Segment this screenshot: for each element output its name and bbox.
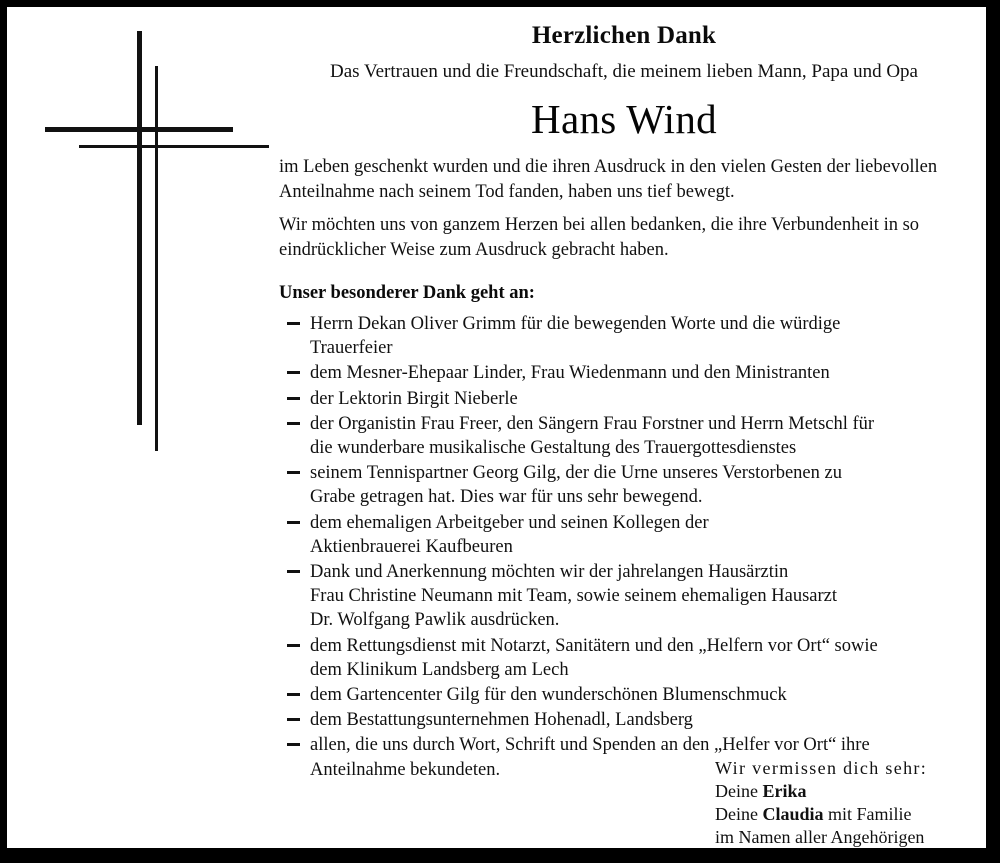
signature-suffix: mit Familie — [823, 804, 912, 824]
list-item — [279, 312, 969, 360]
memorial-text-column — [279, 21, 969, 783]
memorial-card — [7, 7, 986, 848]
page-title: Herzlichen Dank — [531, 22, 717, 49]
dash-bullet-icon — [287, 422, 300, 425]
thanks-heading: Unser besonderer Dank geht an: — [279, 283, 535, 303]
list-item — [279, 511, 969, 559]
signature-farewell: Wir vermissen dich sehr: — [715, 758, 928, 778]
list-item-line: dem Gartencenter Gilg für den wunderschönen Blumenschmuck — [310, 685, 787, 706]
dash-bullet-icon — [287, 570, 300, 573]
list-item — [279, 560, 969, 633]
paragraph-two-line-2: in so eindrücklicher Weise zum Ausdruck gebracht haben. — [279, 215, 920, 260]
list-item-line: die wunderbare musikalische Gestaltung des Trauergottesdienstes — [310, 438, 797, 459]
list-item — [279, 634, 969, 682]
list-item-line: seinem Tennispartner Georg Gilg, der die Urne unseres Verstorbenen zu — [310, 463, 842, 484]
signature-name-claudia: Claudia — [762, 804, 824, 824]
dash-bullet-icon — [287, 743, 300, 746]
memorial-cross-icon — [19, 7, 289, 457]
paragraph-two — [279, 213, 969, 262]
dash-bullet-icon — [287, 718, 300, 721]
list-item — [279, 683, 969, 707]
signature-line-claudia — [715, 803, 977, 826]
dash-bullet-icon — [287, 693, 300, 696]
list-item — [279, 412, 969, 460]
signature-block — [715, 757, 977, 848]
list-item-line: der Lektorin Birgit Nieberle — [310, 388, 518, 409]
paragraph-one-line-2: liebevollen Anteilnahme nach seinem Tod fanden, haben uns tief bewegt. — [279, 157, 938, 202]
intro-line: Das Vertrauen und die Freundschaft, die meinem lieben Mann, Papa und Opa — [330, 61, 918, 82]
cross-horizontal-thick — [45, 127, 233, 132]
signature-closing: im Namen aller Angehörigen — [715, 827, 925, 847]
signature-line-erika — [715, 780, 977, 803]
dash-bullet-icon — [287, 322, 300, 325]
list-item-line: dem Rettungsdienst mit Notarzt, Sanitätern und den „Helfern vor Ort“ sowie — [310, 635, 878, 656]
list-item — [279, 387, 969, 411]
dash-bullet-icon — [287, 521, 300, 524]
signature-prefix: Deine — [715, 804, 763, 824]
list-item-line: Trauerfeier — [310, 338, 393, 359]
list-item-line: Frau Christine Neumann mit Team, sowie seinem ehemaligen Hausarzt — [310, 586, 838, 607]
signature-prefix: Deine — [715, 781, 763, 801]
list-item-line: Dank und Anerkennung möchten wir der jahrelangen Hausärztin — [310, 562, 789, 583]
dash-bullet-icon — [287, 644, 300, 647]
list-item-line: dem Klinikum Landsberg am Lech — [310, 659, 569, 680]
cross-vertical-thick — [137, 31, 142, 425]
paragraph-one-line-1: im Leben geschenkt wurden und die ihren Ausdruck in den vielen Gesten der — [279, 157, 851, 177]
list-item-line: dem Bestattungsunternehmen Hohenadl, Landsberg — [310, 710, 693, 731]
list-item-line: Anteilnahme bekundeten. — [310, 759, 501, 780]
list-item-line: Herrn Dekan Oliver Grimm für die bewegenden Worte und die würdige — [310, 314, 841, 334]
cross-vertical-thin — [155, 66, 158, 451]
list-item-line: Grabe getragen hat. Dies war für uns sehr bewegend. — [310, 487, 703, 508]
dash-bullet-icon — [287, 397, 300, 400]
signature-name-erika: Erika — [762, 781, 807, 801]
list-item — [279, 361, 969, 385]
deceased-name: Hans Wind — [531, 96, 717, 142]
dash-bullet-icon — [287, 371, 300, 374]
list-item-line: der Organistin Frau Freer, den Sängern Frau Forstner und Herrn Metschl für — [310, 413, 875, 434]
dash-bullet-icon — [287, 471, 300, 474]
list-item-line: Aktienbrauerei Kaufbeuren — [310, 536, 513, 557]
list-item-line: dem ehemaligen Arbeitgeber und seinen Kollegen der — [310, 512, 709, 533]
list-item-line: allen, die uns durch Wort, Schrift und Spenden an den „Helfer vor Ort“ ihre — [310, 735, 870, 756]
paragraph-one — [279, 155, 969, 204]
paragraph-two-line-1: Wir möchten uns von ganzem Herzen bei allen bedanken, die ihre Verbundenheit — [279, 215, 879, 235]
list-item-line: dem Mesner-Ehepaar Linder, Frau Wiedenmann und den Ministranten — [310, 363, 830, 384]
list-item-line: Dr. Wolfgang Pawlik ausdrücken. — [310, 610, 560, 631]
thanks-list — [279, 312, 969, 782]
list-item — [279, 461, 969, 509]
cross-horizontal-thin — [79, 145, 269, 148]
list-item — [279, 708, 969, 732]
